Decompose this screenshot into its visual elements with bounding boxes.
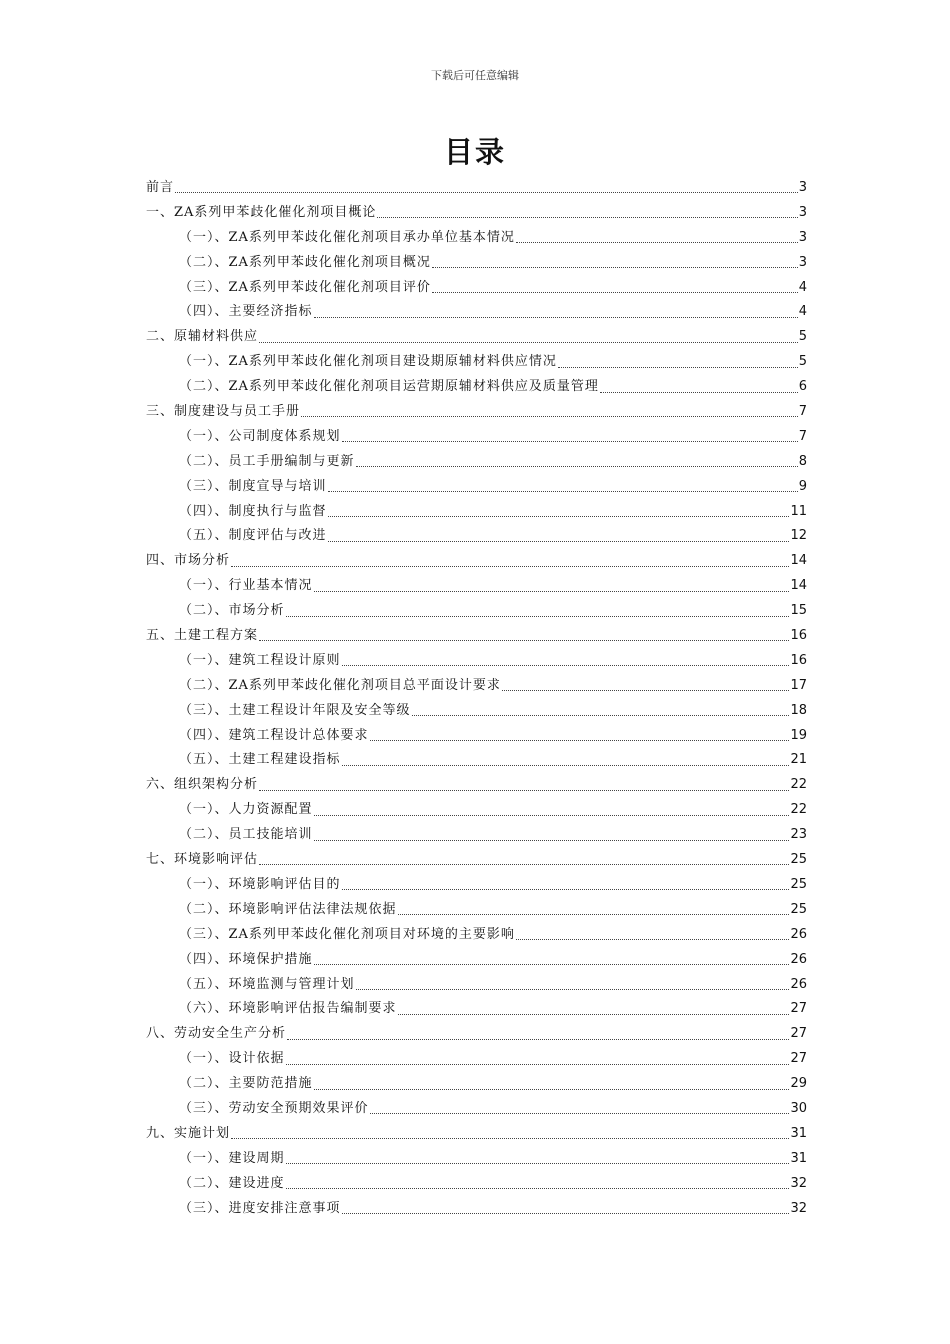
toc-entry-page-number: 26 — [790, 951, 807, 967]
toc-entry-label: （二）、市场分析 — [179, 603, 285, 619]
toc-entry-label: （五）、土建工程建设指标 — [179, 752, 341, 768]
toc-entry-label: （一）、建筑工程设计原则 — [179, 652, 341, 668]
dot-leader — [502, 689, 790, 691]
toc-entry[interactable] — [146, 226, 807, 251]
toc-entry-page-number: 12 — [790, 528, 807, 544]
dot-leader — [328, 515, 790, 517]
toc-entry-page-number: 22 — [790, 777, 807, 793]
toc-entry-label: （五）、环境监测与管理计划 — [179, 976, 355, 992]
dot-leader — [314, 839, 790, 841]
dot-leader — [398, 1013, 790, 1015]
toc-entry-page-number: 31 — [790, 1125, 807, 1141]
toc-entry[interactable] — [146, 574, 807, 599]
toc-entry-label: 三、制度建设与员工手册 — [146, 404, 301, 420]
toc-entry[interactable] — [146, 973, 807, 998]
toc-entry-label: （五）、制度评估与改进 — [179, 528, 327, 544]
toc-entry-page-number: 5 — [798, 354, 807, 370]
toc-entry-label: 五、土建工程方案 — [146, 628, 259, 644]
toc-entry[interactable] — [146, 325, 807, 350]
toc-entry-label: （二）、ZA系列甲苯歧化催化剂项目总平面设计要求 — [179, 677, 501, 693]
toc-entry-label: 二、原辅材料供应 — [146, 329, 259, 345]
toc-entry-label: （一）、公司制度体系规划 — [179, 428, 341, 444]
toc-entry-page-number: 27 — [790, 1051, 807, 1067]
toc-entry[interactable] — [146, 276, 807, 301]
toc-entry[interactable] — [146, 1197, 807, 1222]
toc-entry-label: （二）、建设进度 — [179, 1175, 285, 1191]
toc-entry-page-number: 3 — [798, 204, 807, 220]
toc-entry-label: （三）、土建工程设计年限及安全等级 — [179, 702, 411, 718]
toc-entry-page-number: 30 — [790, 1100, 807, 1116]
dot-leader — [259, 341, 798, 343]
toc-entry-page-number: 15 — [790, 603, 807, 619]
toc-entry-page-number: 9 — [798, 478, 807, 494]
toc-entry[interactable] — [146, 1122, 807, 1147]
dot-leader — [398, 913, 790, 915]
toc-entry[interactable] — [146, 649, 807, 674]
toc-entry-label: （一）、建设周期 — [179, 1150, 285, 1166]
toc-entry-page-number: 3 — [798, 180, 807, 195]
toc-entry-page-number: 26 — [790, 926, 807, 942]
toc-entry[interactable] — [146, 748, 807, 773]
toc-entry-label: （三）、ZA系列甲苯歧化催化剂项目评价 — [179, 279, 431, 295]
toc-entry-label: （六）、环境影响评估报告编制要求 — [179, 1001, 397, 1017]
toc-entry[interactable] — [146, 823, 807, 848]
toc-entry-page-number: 5 — [798, 329, 807, 345]
toc-entry[interactable] — [146, 375, 807, 400]
toc-entry-page-number: 14 — [790, 578, 807, 594]
dot-leader — [558, 366, 798, 368]
dot-leader — [314, 1088, 790, 1090]
toc-entry-label: （四）、制度执行与监督 — [179, 503, 327, 519]
header-note: 下载后可任意编辑 — [431, 69, 519, 82]
dot-leader — [286, 1187, 790, 1189]
toc-entry[interactable] — [146, 1097, 807, 1122]
dot-leader — [328, 540, 790, 542]
dot-leader — [370, 739, 790, 741]
toc-entry-label: 一、ZA系列甲苯歧化催化剂项目概论 — [146, 204, 377, 220]
toc-entry[interactable] — [146, 1022, 807, 1047]
toc-entry[interactable] — [146, 350, 807, 375]
toc-entry[interactable] — [146, 624, 807, 649]
toc-entry-label: （三）、进度安排注意事项 — [179, 1200, 341, 1216]
toc-entry-label: （四）、主要经济指标 — [179, 304, 313, 320]
toc-entry-label: （四）、建筑工程设计总体要求 — [179, 727, 369, 743]
toc-entry[interactable] — [146, 201, 807, 226]
toc-entry-page-number: 29 — [790, 1076, 807, 1092]
dot-leader — [314, 963, 790, 965]
toc-entry-page-number: 27 — [790, 1026, 807, 1042]
dot-leader — [259, 639, 789, 641]
toc-entry-page-number: 26 — [790, 976, 807, 992]
toc-entry-page-number: 32 — [790, 1200, 807, 1216]
toc-entry-page-number: 16 — [790, 652, 807, 668]
toc-entry-label: （二）、主要防范措施 — [179, 1076, 313, 1092]
toc-entry-page-number: 27 — [790, 1001, 807, 1017]
toc-entry[interactable] — [146, 500, 807, 525]
toc-entry-label: （一）、环境影响评估目的 — [179, 876, 341, 892]
toc-entry[interactable] — [146, 450, 807, 475]
toc-entry-label: （二）、ZA系列甲苯歧化催化剂项目运营期原辅材料供应及质量管理 — [179, 379, 599, 395]
toc-entry-page-number: 11 — [790, 503, 807, 519]
toc-entry[interactable] — [146, 699, 807, 724]
toc-entry[interactable] — [146, 798, 807, 823]
dot-leader — [516, 241, 798, 243]
toc-entry-page-number: 4 — [798, 304, 807, 320]
toc-entry[interactable] — [146, 425, 807, 450]
toc-entry-page-number: 32 — [790, 1175, 807, 1191]
toc-entry[interactable] — [146, 773, 807, 798]
dot-leader — [259, 863, 789, 865]
toc-entry-page-number: 31 — [790, 1150, 807, 1166]
toc-entry[interactable] — [146, 1147, 807, 1172]
toc-entry[interactable] — [146, 1072, 807, 1097]
dot-leader — [286, 1063, 790, 1065]
dot-leader — [342, 764, 790, 766]
toc-entry-label: （一）、人力资源配置 — [179, 802, 313, 818]
toc-entry[interactable] — [146, 873, 807, 898]
toc-entry-page-number: 18 — [790, 702, 807, 718]
toc-entry[interactable] — [146, 251, 807, 276]
toc-entry-label: 四、市场分析 — [146, 553, 231, 569]
toc-entry-label: （二）、员工技能培训 — [179, 827, 313, 843]
toc-entry-label: （一）、ZA系列甲苯歧化催化剂项目建设期原辅材料供应情况 — [179, 354, 557, 370]
dot-leader — [259, 789, 789, 791]
toc-entry[interactable] — [146, 524, 807, 549]
dot-leader — [342, 1212, 790, 1214]
toc-entry-page-number: 6 — [798, 379, 807, 395]
dot-leader — [314, 316, 798, 318]
toc-entry[interactable] — [146, 1047, 807, 1072]
toc-entry-page-number: 25 — [790, 876, 807, 892]
toc-entry-label: 七、环境影响评估 — [146, 852, 259, 868]
toc-entry[interactable] — [146, 948, 807, 973]
toc-entry-page-number: 14 — [790, 553, 807, 569]
toc-entry[interactable] — [146, 400, 807, 425]
toc-entry-label: （四）、环境保护措施 — [179, 951, 313, 967]
dot-leader — [342, 888, 790, 890]
dot-leader — [301, 415, 798, 417]
toc-entry[interactable] — [146, 997, 807, 1022]
dot-leader — [432, 291, 798, 293]
toc-entry-label: （一）、设计依据 — [179, 1051, 285, 1067]
toc-entry-page-number: 7 — [798, 404, 807, 420]
dot-leader — [287, 1038, 789, 1040]
toc-entry-label: （二）、ZA系列甲苯歧化催化剂项目概况 — [179, 254, 431, 270]
toc-entry-label: （一）、ZA系列甲苯歧化催化剂项目承办单位基本情况 — [179, 229, 515, 245]
toc-entry-page-number: 22 — [790, 802, 807, 818]
toc-entry[interactable] — [146, 599, 807, 624]
toc-entry[interactable] — [146, 898, 807, 923]
dot-leader — [314, 814, 790, 816]
toc-entry-page-number: 25 — [790, 852, 807, 868]
toc-entry[interactable] — [146, 549, 807, 574]
toc-entry[interactable] — [146, 724, 807, 749]
toc-entry-label: （二）、员工手册编制与更新 — [179, 453, 355, 469]
dot-leader — [412, 714, 790, 716]
toc-entry[interactable] — [146, 1172, 807, 1197]
dot-leader — [356, 465, 798, 467]
dot-leader — [231, 1137, 789, 1139]
dot-leader — [356, 988, 790, 990]
toc-entry[interactable] — [146, 848, 807, 873]
toc-entry[interactable] — [146, 300, 807, 325]
toc-entry-page-number: 19 — [790, 727, 807, 743]
toc-entry-page-number: 23 — [790, 827, 807, 843]
toc-entry-page-number: 17 — [790, 677, 807, 693]
toc-entry-page-number: 8 — [798, 453, 807, 469]
toc-entry[interactable] — [146, 176, 807, 201]
toc-entry-page-number: 16 — [790, 628, 807, 644]
dot-leader — [175, 191, 798, 193]
toc-entry-page-number: 3 — [798, 254, 807, 270]
dot-leader — [516, 938, 790, 940]
toc-entry-label: 九、实施计划 — [146, 1125, 231, 1141]
dot-leader — [286, 615, 790, 617]
toc-title: 目录 — [443, 135, 506, 169]
toc-entry[interactable] — [146, 475, 807, 500]
table-of-contents — [146, 176, 807, 1221]
toc-entry-page-number: 7 — [798, 428, 807, 444]
dot-leader — [314, 590, 790, 592]
dot-leader — [342, 664, 790, 666]
toc-entry-label: （三）、劳动安全预期效果评价 — [179, 1100, 369, 1116]
toc-entry-page-number: 4 — [798, 279, 807, 295]
toc-entry-page-number: 21 — [790, 752, 807, 768]
toc-entry-label: 八、劳动安全生产分析 — [146, 1026, 287, 1042]
toc-entry-label: （三）、ZA系列甲苯歧化催化剂项目对环境的主要影响 — [179, 926, 515, 942]
toc-entry-label: 六、组织架构分析 — [146, 777, 259, 793]
dot-leader — [377, 216, 797, 218]
toc-entry[interactable] — [146, 923, 807, 948]
dot-leader — [328, 490, 798, 492]
toc-entry-page-number: 25 — [790, 901, 807, 917]
toc-entry-label: （一）、行业基本情况 — [179, 578, 313, 594]
dot-leader — [600, 391, 798, 393]
toc-entry[interactable] — [146, 674, 807, 699]
toc-entry-label: （二）、环境影响评估法律法规依据 — [179, 901, 397, 917]
dot-leader — [286, 1162, 790, 1164]
toc-entry-label: 前言 — [146, 180, 175, 195]
dot-leader — [231, 565, 789, 567]
dot-leader — [432, 266, 798, 268]
dot-leader — [342, 440, 798, 442]
toc-entry-page-number: 3 — [798, 229, 807, 245]
dot-leader — [370, 1112, 790, 1114]
toc-entry-label: （三）、制度宣导与培训 — [179, 478, 327, 494]
